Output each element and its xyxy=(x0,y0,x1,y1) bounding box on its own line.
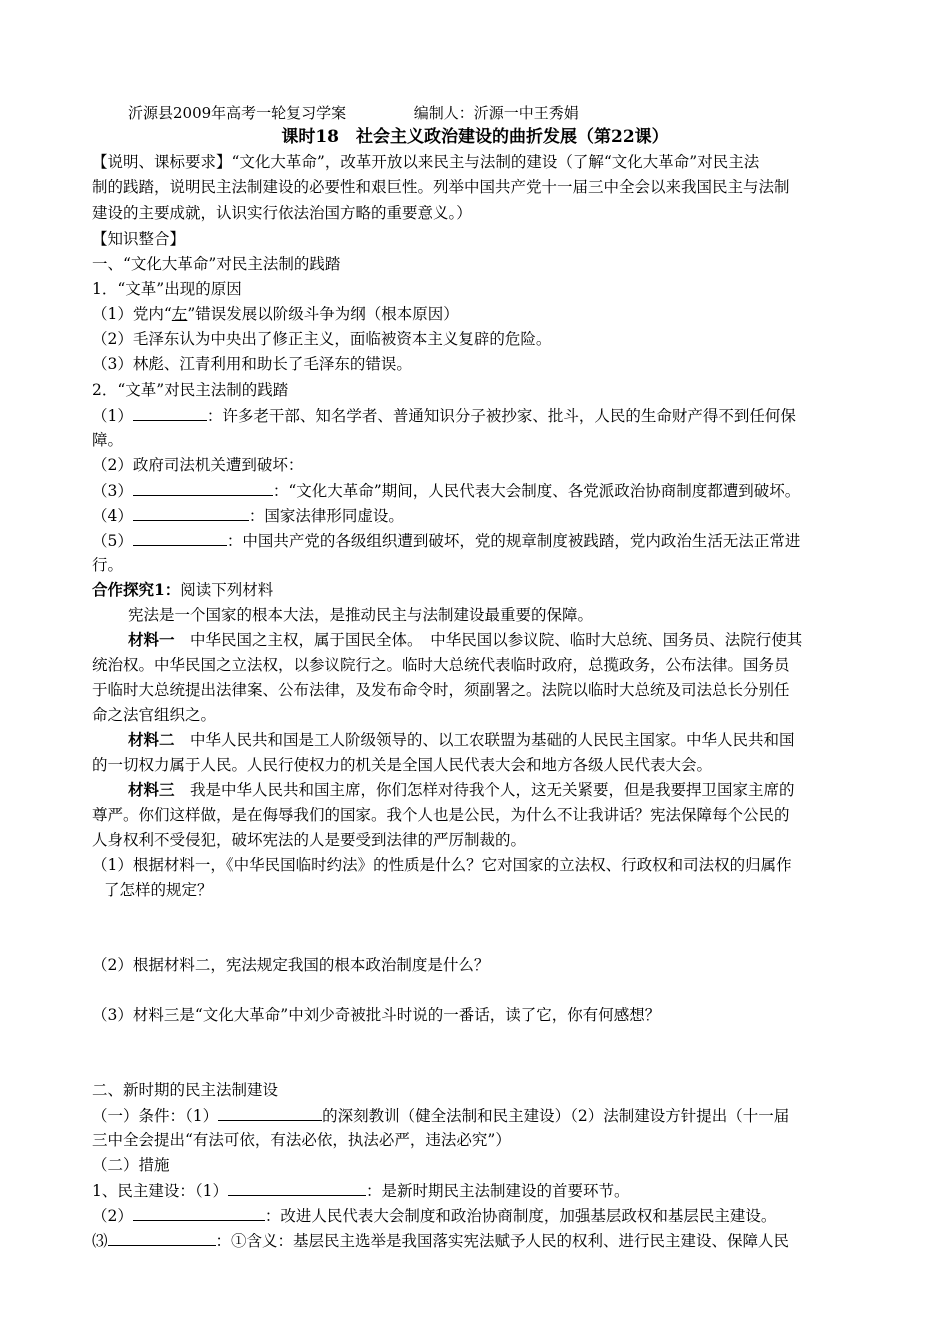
material-label: 材料三 xyxy=(128,780,175,799)
material-text: 于临时大总统提出法律案、公布法律，及发布命令时，须副署之。法院以临时大总统及司法总长分别任 xyxy=(92,681,790,699)
material-label: 材料一 xyxy=(128,630,175,649)
condition-cont: 三中全会提出“有法可依，有法必依，执法必严，违法必究”） xyxy=(92,1131,511,1149)
material-text: 我是中华人民共和国主席，你们怎样对待我个人，这无关紧要，但是我要捍卫国家主席的 xyxy=(174,781,795,799)
item-prefix: （4） xyxy=(92,507,133,525)
item-prefix: （5） xyxy=(92,532,133,550)
item-text: ：中国共产党的各级组织遭到破坏，党的规章制度被践踏，党内政治生活无法正常进 xyxy=(226,532,801,550)
measure-item xyxy=(92,1205,872,1226)
item-text: 的深刻教训（健全法制和民主建设）（2）法制建设方针提出（十一届 xyxy=(322,1107,790,1125)
reason-item: （3）林彪、江青利用和助长了毛泽东的错误。 xyxy=(92,355,412,373)
item-text: ：是新时期民主法制建设的首要环节。 xyxy=(365,1182,630,1200)
measures-heading: （二）措施 xyxy=(92,1156,170,1174)
item-prefix: （一）条件：（1） xyxy=(92,1107,219,1125)
left-term: 左 xyxy=(171,305,188,323)
material-text: 的一切权力属于人民。人民行使权力的机关是全国人民代表大会和地方各级人民代表大会。 xyxy=(92,756,713,774)
damage-item xyxy=(92,405,872,426)
coop-lead: 宪法是一个国家的根本大法，是推动民主与法制建设最重要的保障。 xyxy=(128,606,594,624)
item-prefix: （2） xyxy=(92,1207,133,1225)
header-school: 沂源县2009年高考一轮复习学案 xyxy=(128,104,347,122)
item-prefix: （3） xyxy=(92,482,133,500)
fill-blank[interactable] xyxy=(133,405,207,421)
subheading: 1．“文革”出现的原因 xyxy=(92,280,242,298)
reason-item xyxy=(92,304,872,324)
doc-header xyxy=(128,103,908,123)
material-text: 命之法官组织之。 xyxy=(92,706,217,724)
question-1-cont: 了怎样的规定？ xyxy=(104,881,213,899)
damage-item: （2）政府司法机关遭到破坏： xyxy=(92,456,304,474)
material-text: 人身权利不受侵犯，破坏宪法的人是要受到法律的严厉制裁的。 xyxy=(92,831,527,849)
item-prefix: （1） xyxy=(92,407,133,425)
reason-text: ”错误发展以阶级斗争为纲（根本原因） xyxy=(187,305,459,323)
subheading: 2．“文革”对民主法制的践踏 xyxy=(92,381,289,399)
fill-blank[interactable] xyxy=(228,1180,366,1196)
material-2 xyxy=(128,730,908,750)
material-label: 材料二 xyxy=(128,730,175,749)
question-3: （3）材料三是“文化大革命”中刘少奇被批斗时说的一番话，读了它，你有何感想？ xyxy=(92,1006,661,1024)
coop-text: 阅读下列材料 xyxy=(180,581,274,599)
condition-item xyxy=(92,1105,872,1126)
question-2: （2）根据材料二，宪法规定我国的根本政治制度是什么？ xyxy=(92,956,490,974)
intro-line: 建设的主要成就，认识实行依法治国方略的重要意义。） xyxy=(92,204,472,222)
measure-item xyxy=(92,1180,872,1201)
coop-label: 合作探究1： xyxy=(92,580,181,599)
measure-item xyxy=(92,1230,872,1251)
question-1: （1）根据材料一，《中华民国临时约法》的性质是什么？它对国家的立法权、行政权和司法权的归属作 xyxy=(92,856,792,874)
item-prefix: ⑶ xyxy=(92,1232,108,1250)
intro-line: 【说明、课标要求】“文化大革命”，改革开放以来民主与法制的建设（了解“文化大革命”对民主法 xyxy=(92,153,760,171)
material-text: 尊严。你们这样做，是在侮辱我们的国家。我个人也是公民，为什么不让我讲话？宪法保障每个公民的 xyxy=(92,806,790,824)
reason-prefix: （1）党内“ xyxy=(92,305,172,323)
material-1 xyxy=(128,630,908,650)
section1-heading: 一、“文化大革命”对民主法制的践踏 xyxy=(92,255,341,273)
material-text: 统治权。中华民国之立法权，以参议院行之。临时大总统代表临时政府，总揽政务，公布法律。国务员 xyxy=(92,656,790,674)
fill-blank[interactable] xyxy=(133,505,249,521)
fill-blank[interactable] xyxy=(133,480,273,496)
header-author: 编制人：沂源一中王秀娟 xyxy=(413,104,579,122)
damage-item xyxy=(92,480,872,501)
material-text: 中华人民共和国是工人阶级领导的、以工农联盟为基础的人民民主国家。中华人民共和国 xyxy=(174,731,795,749)
item-text: ：①含义：基层民主选举是我国落实宪法赋予人民的权利、进行民主建设、保障人民 xyxy=(215,1232,790,1250)
page-title: 课时18 社会主义政治建设的曲折发展（第22课） xyxy=(281,127,669,147)
fill-blank[interactable] xyxy=(218,1105,322,1121)
item-text: ：国家法律形同虚设。 xyxy=(248,507,404,525)
fill-blank[interactable] xyxy=(108,1230,216,1246)
fill-blank[interactable] xyxy=(133,530,227,546)
item-text: ：改进人民代表大会制度和政治协商制度，加强基层政权和基层民主建设。 xyxy=(264,1207,777,1225)
damage-item xyxy=(92,530,872,551)
material-text: 中华民国之主权，属于国民全体。 中华民国以参议院、临时大总统、国务员、法院行使其 xyxy=(174,631,803,649)
item-prefix: 1、民主建设：（1） xyxy=(92,1182,228,1200)
item-text: ：许多老干部、知名学者、普通知识分子被抄家、批斗，人民的生命财产得不到任何保 xyxy=(206,407,796,425)
knowledge-heading: 【知识整合】 xyxy=(92,230,186,248)
intro-line: 制的践踏，说明民主法制建设的必要性和艰巨性。列举中国共产党十一届三中全会以来我国民主与法制 xyxy=(92,178,790,196)
reason-item: （2）毛泽东认为中央出了修正主义，面临被资本主义复辟的危险。 xyxy=(92,330,552,348)
section2-heading: 二、新时期的民主法制建设 xyxy=(92,1081,279,1099)
coop-heading xyxy=(92,580,872,600)
fill-blank[interactable] xyxy=(133,1205,265,1221)
damage-item xyxy=(92,505,872,526)
item-text: ：“文化大革命”期间，人民代表大会制度、各党派政治协商制度都遭到破坏。 xyxy=(272,482,801,500)
damage-item-cont: 障。 xyxy=(92,431,124,449)
material-3 xyxy=(128,780,908,800)
damage-item-cont: 行。 xyxy=(92,556,124,574)
